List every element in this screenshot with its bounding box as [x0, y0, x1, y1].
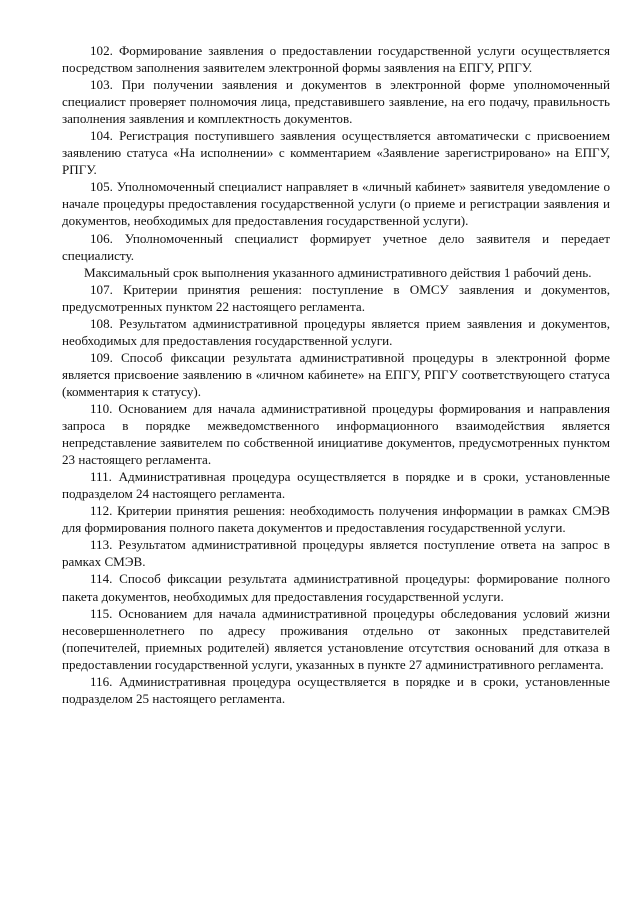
paragraph-110: 110. Основанием для начала административной процедуры формирования и направления запроса в порядке межведомственного информационного взаимодействия является непредставление заявителем по собственной инициативе документов, предусмотренных пунктом 23 настоящего регламента.	[62, 400, 610, 468]
paragraph-106: 106. Уполномоченный специалист формирует учетное дело заявителя и передает специалисту.	[62, 230, 610, 263]
paragraph-105: 105. Уполномоченный специалист направляет в «личный кабинет» заявителя уведомление о начале процедуры предоставления государственной услуги (о приеме и регистрации заявления и документов, необходимых для предоставления государственной услуги).	[62, 179, 610, 229]
paragraph-114: 114. Способ фиксации результата административной процедуры: формирование полного пакета документов, необходимых для предоставления государственной услуги.	[62, 571, 610, 604]
paragraph-112: 112. Критерии принятия решения: необходимость получения информации в рамках СМЭВ для формирования полного пакета документов и предоставления государственной услуги.	[62, 503, 610, 536]
paragraph-104: 104. Регистрация поступившего заявления осуществляется автоматически с присвоением заявлению статуса «На исполнении» с комментарием «Заявление зарегистрировано» на ЕПГУ, РПГУ.	[62, 128, 610, 178]
paragraph-max-term: Максимальный срок выполнения указанного административного действия 1 рабочий день.	[84, 264, 592, 280]
paragraph-109: 109. Способ фиксации результата административной процедуры в электронной форме является присвоение заявлению в «личном кабинете» на ЕПГУ, РПГУ соответствующего статуса (комментария к статусу).	[62, 349, 610, 399]
paragraph-102: 102. Формирование заявления о предоставлении государственной услуги осуществляется посредством заполнения заявителем электронной формы заявления на ЕПГУ, РПГУ.	[62, 43, 610, 76]
paragraph-113: 113. Результатом административной процедуры является поступление ответа на запрос в рамках СМЭВ.	[62, 537, 610, 570]
paragraph-108: 108. Результатом административной процедуры является прием заявления и документов, необходимых для предоставления государственной услуги.	[62, 315, 610, 348]
paragraph-111: 111. Административная процедура осуществляется в порядке и в сроки, установленные подразделом 24 настоящего регламента.	[62, 469, 610, 502]
document-page	[62, 42, 610, 707]
paragraph-115: 115. Основанием для начала административной процедуры обследования условий жизни несовершеннолетнего по адресу проживания отдельно от законных представителей (попечителей, приемных родителей) является установление отсутствия оснований для отказа в предоставлении государственной услуги, указанных в пункте 27 административного регламента.	[62, 605, 610, 672]
paragraph-103: 103. При получении заявления и документов в электронной форме уполномоченный специалист проверяет полномочия лица, представившего заявление, на его подачу, правильность заполнения заявления и комплектность документов.	[62, 77, 610, 127]
paragraph-107: 107. Критерии принятия решения: поступление в ОМСУ заявления и документов, предусмотренных пунктом 22 настоящего регламента.	[62, 281, 610, 314]
paragraph-116: 116. Административная процедура осуществляется в порядке и в сроки, установленные подразделом 25 настоящего регламента.	[62, 673, 610, 706]
